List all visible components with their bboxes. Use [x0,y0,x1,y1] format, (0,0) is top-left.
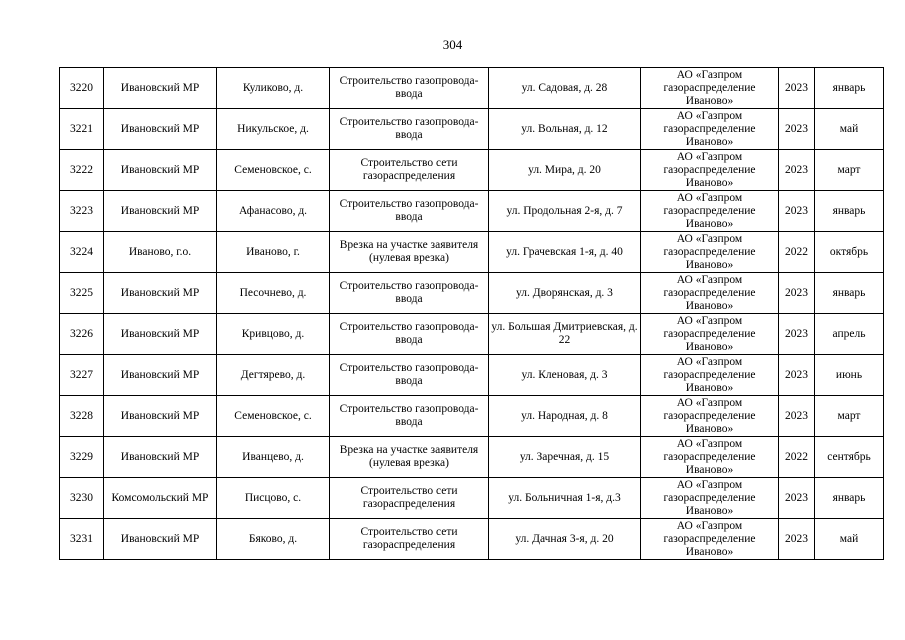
row-number-cell: 3221 [60,109,104,150]
district-cell: Ивановский МР [104,68,217,109]
work-type-cell: Врезка на участке заявителя (нулевая врезка) [330,437,489,478]
locality-cell: Афанасово, д. [217,191,330,232]
year-cell: 2023 [779,396,815,437]
table-row [60,273,884,314]
organization-cell: АО «Газпром газораспределение Иваново» [641,396,779,437]
locality-cell: Бяково, д. [217,519,330,560]
year-cell: 2023 [779,519,815,560]
address-cell: ул. Заречная, д. 15 [489,437,641,478]
table-row [60,109,884,150]
work-type-cell: Строительство сети газораспределения [330,478,489,519]
table-row [60,191,884,232]
row-number-cell: 3226 [60,314,104,355]
year-cell: 2023 [779,355,815,396]
work-type-cell: Врезка на участке заявителя (нулевая врезка) [330,232,489,273]
district-cell: Ивановский МР [104,355,217,396]
row-number-cell: 3220 [60,68,104,109]
work-type-cell: Строительство газопровода-ввода [330,191,489,232]
month-cell: июнь [815,355,884,396]
organization-cell: АО «Газпром газораспределение Иваново» [641,478,779,519]
work-type-cell: Строительство газопровода-ввода [330,273,489,314]
year-cell: 2023 [779,150,815,191]
locality-cell: Семеновское, с. [217,396,330,437]
table-row [60,437,884,478]
table-row [60,478,884,519]
locality-cell: Писцово, с. [217,478,330,519]
page-number: 304 [442,37,463,52]
work-type-cell: Строительство газопровода-ввода [330,314,489,355]
address-cell: ул. Грачевская 1-я, д. 40 [489,232,641,273]
row-number-cell: 3231 [60,519,104,560]
row-number-cell: 3222 [60,150,104,191]
organization-cell: АО «Газпром газораспределение Иваново» [641,232,779,273]
organization-cell: АО «Газпром газораспределение Иваново» [641,150,779,191]
month-cell: март [815,150,884,191]
locality-cell: Семеновское, с. [217,150,330,191]
month-cell: январь [815,478,884,519]
locality-cell: Дегтярево, д. [217,355,330,396]
year-cell: 2023 [779,273,815,314]
address-cell: ул. Кленовая, д. 3 [489,355,641,396]
district-cell: Ивановский МР [104,191,217,232]
table-row [60,68,884,109]
locality-cell: Песочнево, д. [217,273,330,314]
district-cell: Комсомольский МР [104,478,217,519]
district-cell: Ивановский МР [104,150,217,191]
address-cell: ул. Продольная 2-я, д. 7 [489,191,641,232]
organization-cell: АО «Газпром газораспределение Иваново» [641,191,779,232]
work-type-cell: Строительство газопровода-ввода [330,396,489,437]
district-cell: Ивановский МР [104,437,217,478]
table-row [60,396,884,437]
year-cell: 2023 [779,191,815,232]
work-type-cell: Строительство сети газораспределения [330,150,489,191]
year-cell: 2023 [779,478,815,519]
locality-cell: Кривцово, д. [217,314,330,355]
locality-cell: Иванцево, д. [217,437,330,478]
month-cell: январь [815,273,884,314]
locality-cell: Никульское, д. [217,109,330,150]
organization-cell: АО «Газпром газораспределение Иваново» [641,68,779,109]
organization-cell: АО «Газпром газораспределение Иваново» [641,519,779,560]
row-number-cell: 3225 [60,273,104,314]
address-cell: ул. Дачная 3-я, д. 20 [489,519,641,560]
gasification-table [59,67,884,560]
table-row [60,519,884,560]
organization-cell: АО «Газпром газораспределение Иваново» [641,109,779,150]
locality-cell: Куликово, д. [217,68,330,109]
address-cell: ул. Большая Дмитриевская, д. 22 [489,314,641,355]
district-cell: Ивановский МР [104,396,217,437]
district-cell: Ивановский МР [104,519,217,560]
district-cell: Иваново, г.о. [104,232,217,273]
row-number-cell: 3228 [60,396,104,437]
address-cell: ул. Больничная 1-я, д.3 [489,478,641,519]
table-row [60,232,884,273]
row-number-cell: 3223 [60,191,104,232]
work-type-cell: Строительство газопровода-ввода [330,109,489,150]
month-cell: май [815,109,884,150]
year-cell: 2023 [779,314,815,355]
table-row [60,355,884,396]
table-row [60,150,884,191]
month-cell: март [815,396,884,437]
organization-cell: АО «Газпром газораспределение Иваново» [641,314,779,355]
row-number-cell: 3229 [60,437,104,478]
year-cell: 2022 [779,232,815,273]
table-row [60,314,884,355]
row-number-cell: 3227 [60,355,104,396]
year-cell: 2023 [779,68,815,109]
locality-cell: Иваново, г. [217,232,330,273]
organization-cell: АО «Газпром газораспределение Иваново» [641,437,779,478]
year-cell: 2022 [779,437,815,478]
address-cell: ул. Мира, д. 20 [489,150,641,191]
organization-cell: АО «Газпром газораспределение Иваново» [641,355,779,396]
organization-cell: АО «Газпром газораспределение Иваново» [641,273,779,314]
month-cell: январь [815,68,884,109]
month-cell: сентябрь [815,437,884,478]
district-cell: Ивановский МР [104,273,217,314]
address-cell: ул. Дворянская, д. 3 [489,273,641,314]
address-cell: ул. Народная, д. 8 [489,396,641,437]
district-cell: Ивановский МР [104,109,217,150]
work-type-cell: Строительство газопровода-ввода [330,355,489,396]
month-cell: май [815,519,884,560]
row-number-cell: 3224 [60,232,104,273]
work-type-cell: Строительство газопровода-ввода [330,68,489,109]
year-cell: 2023 [779,109,815,150]
month-cell: январь [815,191,884,232]
month-cell: октябрь [815,232,884,273]
district-cell: Ивановский МР [104,314,217,355]
row-number-cell: 3230 [60,478,104,519]
address-cell: ул. Садовая, д. 28 [489,68,641,109]
month-cell: апрель [815,314,884,355]
work-type-cell: Строительство сети газораспределения [330,519,489,560]
table-body [60,68,884,560]
address-cell: ул. Вольная, д. 12 [489,109,641,150]
